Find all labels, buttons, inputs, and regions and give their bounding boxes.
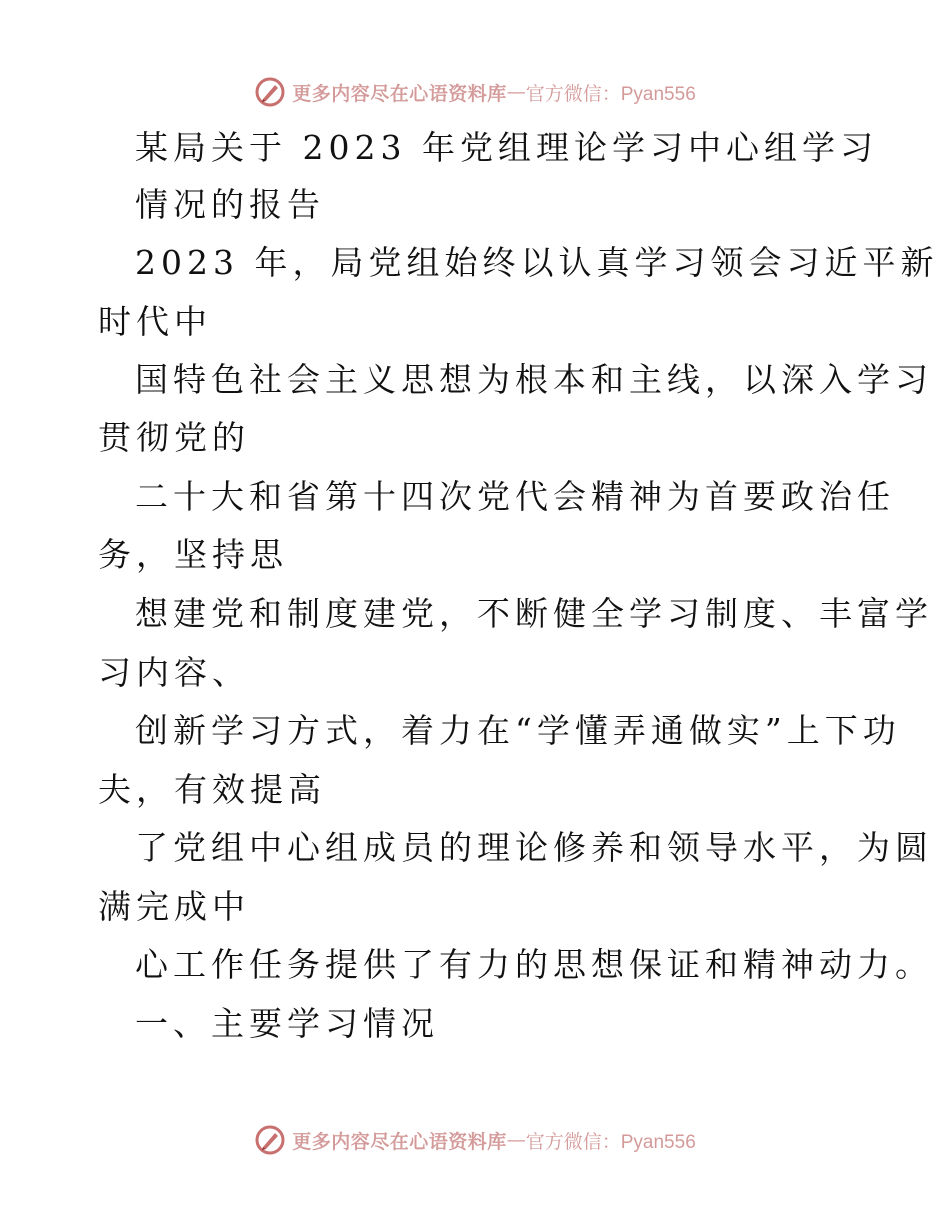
watermark-text: 更多内容尽在心语资料库 (292, 1130, 507, 1153)
pen-circle-logo-icon (254, 1124, 286, 1156)
body-line: 想建党和制度建党，不断健全学习制度、丰富学 (135, 594, 933, 633)
body-line: 满完成中 (98, 887, 250, 926)
watermark-text: 更多内容尽在心语资料库 (292, 82, 507, 105)
body-line: 了党组中心组成员的理论修养和领导水平，为圆 (135, 828, 933, 867)
doc-title-line-2: 情况的报告 (135, 185, 325, 224)
body-line: 务，坚持思 (98, 535, 288, 574)
body-line: 二十大和省第十四次党代会精神为首要政治任 (135, 477, 895, 516)
pen-circle-logo-icon (254, 76, 286, 108)
body-line: 贯彻党的 (98, 418, 250, 457)
body-line: 创新学习方式，着力在“学懂弄通做实”上下功 (135, 711, 901, 750)
body-line: 夫，有效提高 (98, 770, 326, 809)
section-heading: 一、主要学习情况 (135, 1004, 439, 1043)
watermark-separator: — (506, 1129, 526, 1151)
watermark-banner-bottom (0, 1120, 950, 1160)
watermark-contact: 官方微信：Pyan556 (525, 1131, 696, 1153)
body-line: 习内容、 (98, 653, 250, 692)
body-line: 时代中 (98, 302, 212, 341)
watermark-banner-top (0, 72, 950, 112)
body-line: 2023 年，局党组始终以认真学习领会习近平新 (135, 243, 939, 282)
doc-title-line-1: 某局关于 2023 年党组理论学习中心组学习 (135, 128, 878, 167)
watermark-contact: 官方微信：Pyan556 (525, 83, 696, 105)
body-line: 心工作任务提供了有力的思想保证和精神动力。 (135, 945, 933, 984)
body-line: 国特色社会主义思想为根本和主线，以深入学习 (135, 360, 933, 399)
watermark-separator: — (506, 81, 526, 103)
